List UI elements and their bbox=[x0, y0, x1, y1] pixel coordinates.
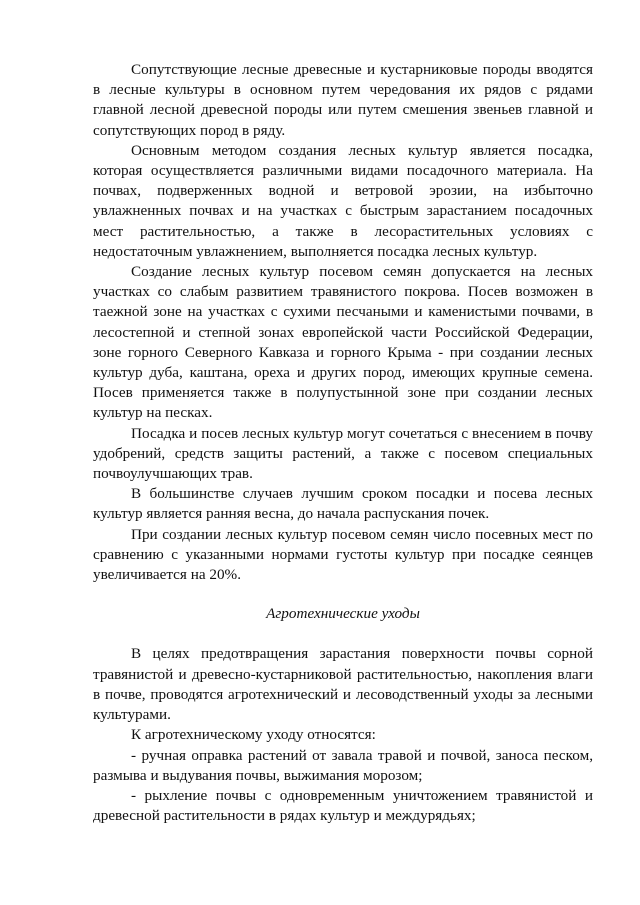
list-item-manual-straightening: - ручная оправка растений от завала травой и почвой, заноса песком, размыва и выдувания почвы, выжимания морозом; bbox=[93, 746, 593, 784]
paragraph-seeding-increase: При создании лесных культур посевом семян число посевных мест по сравнению с указанными нормами густоты культур при посадке сеянцев увеличивается на 20%. bbox=[93, 525, 593, 584]
paragraph-care-intro: К агротехническому уходу относятся: bbox=[131, 726, 376, 744]
document-page bbox=[93, 60, 593, 826]
paragraph-planting-method: Основным методом создания лесных культур является посадка, которая осуществляется различными видами посадочного материала. На почвах, подверженных водной и ветровой эрозии, на избыточно увлажненных почвах и на участках с быстрым зарастанием посадочных мест растительностью, а также в лесорастительных условиях с недостаточным увлажнением, выполняется посадка лесных культур. bbox=[93, 141, 593, 260]
paragraph-best-season: В большинстве случаев лучшим сроком посадки и посева лесных культур является ранняя весна, до начала распускания почек. bbox=[93, 485, 593, 523]
paragraph-companion-species: Сопутствующие лесные древесные и кустарниковые породы вводятся в лесные культуры в основном путем чередования их рядов с рядами главной лесной древесной породы или путем смешения звеньев главной и сопутствующих пород в ряду. bbox=[93, 61, 593, 139]
paragraph-seed-sowing: Создание лесных культур посевом семян допускается на лесных участках со слабым развитием травянистого покрова. Посев возможен в таежной зоне на участках с сухими песчаными и каменистыми почвами, в лесостепной и степной зонах европейской части Российской Федерации, зоне горного Северного Кавказа и горного Крыма - при создании лесных культур дуба, каштана, ореха и других пород, имеющих крупные семена. Посев применяется также в полупустынной зоне при создании лесных культур на песках. bbox=[93, 263, 593, 422]
paragraph-fertilizers: Посадка и посев лесных культур могут сочетаться с внесением в почву удобрений, средств защиты растений, а также с посевом специальных почвоулучшающих трав. bbox=[93, 424, 593, 483]
section-heading: Агротехнические уходы bbox=[266, 605, 420, 623]
list-item-soil-loosening: - рыхление почвы с одновременным уничтожением травянистой и древесной растительности в рядах культур и междурядьях; bbox=[93, 786, 593, 825]
paragraph-care-purpose: В целях предотвращения зарастания поверхности почвы сорной травянистой и древесно-кустарниковой растительностью, накопления влаги в почве, проводятся агротехнический и лесоводственный уходы за лесными культурами. bbox=[93, 645, 593, 724]
